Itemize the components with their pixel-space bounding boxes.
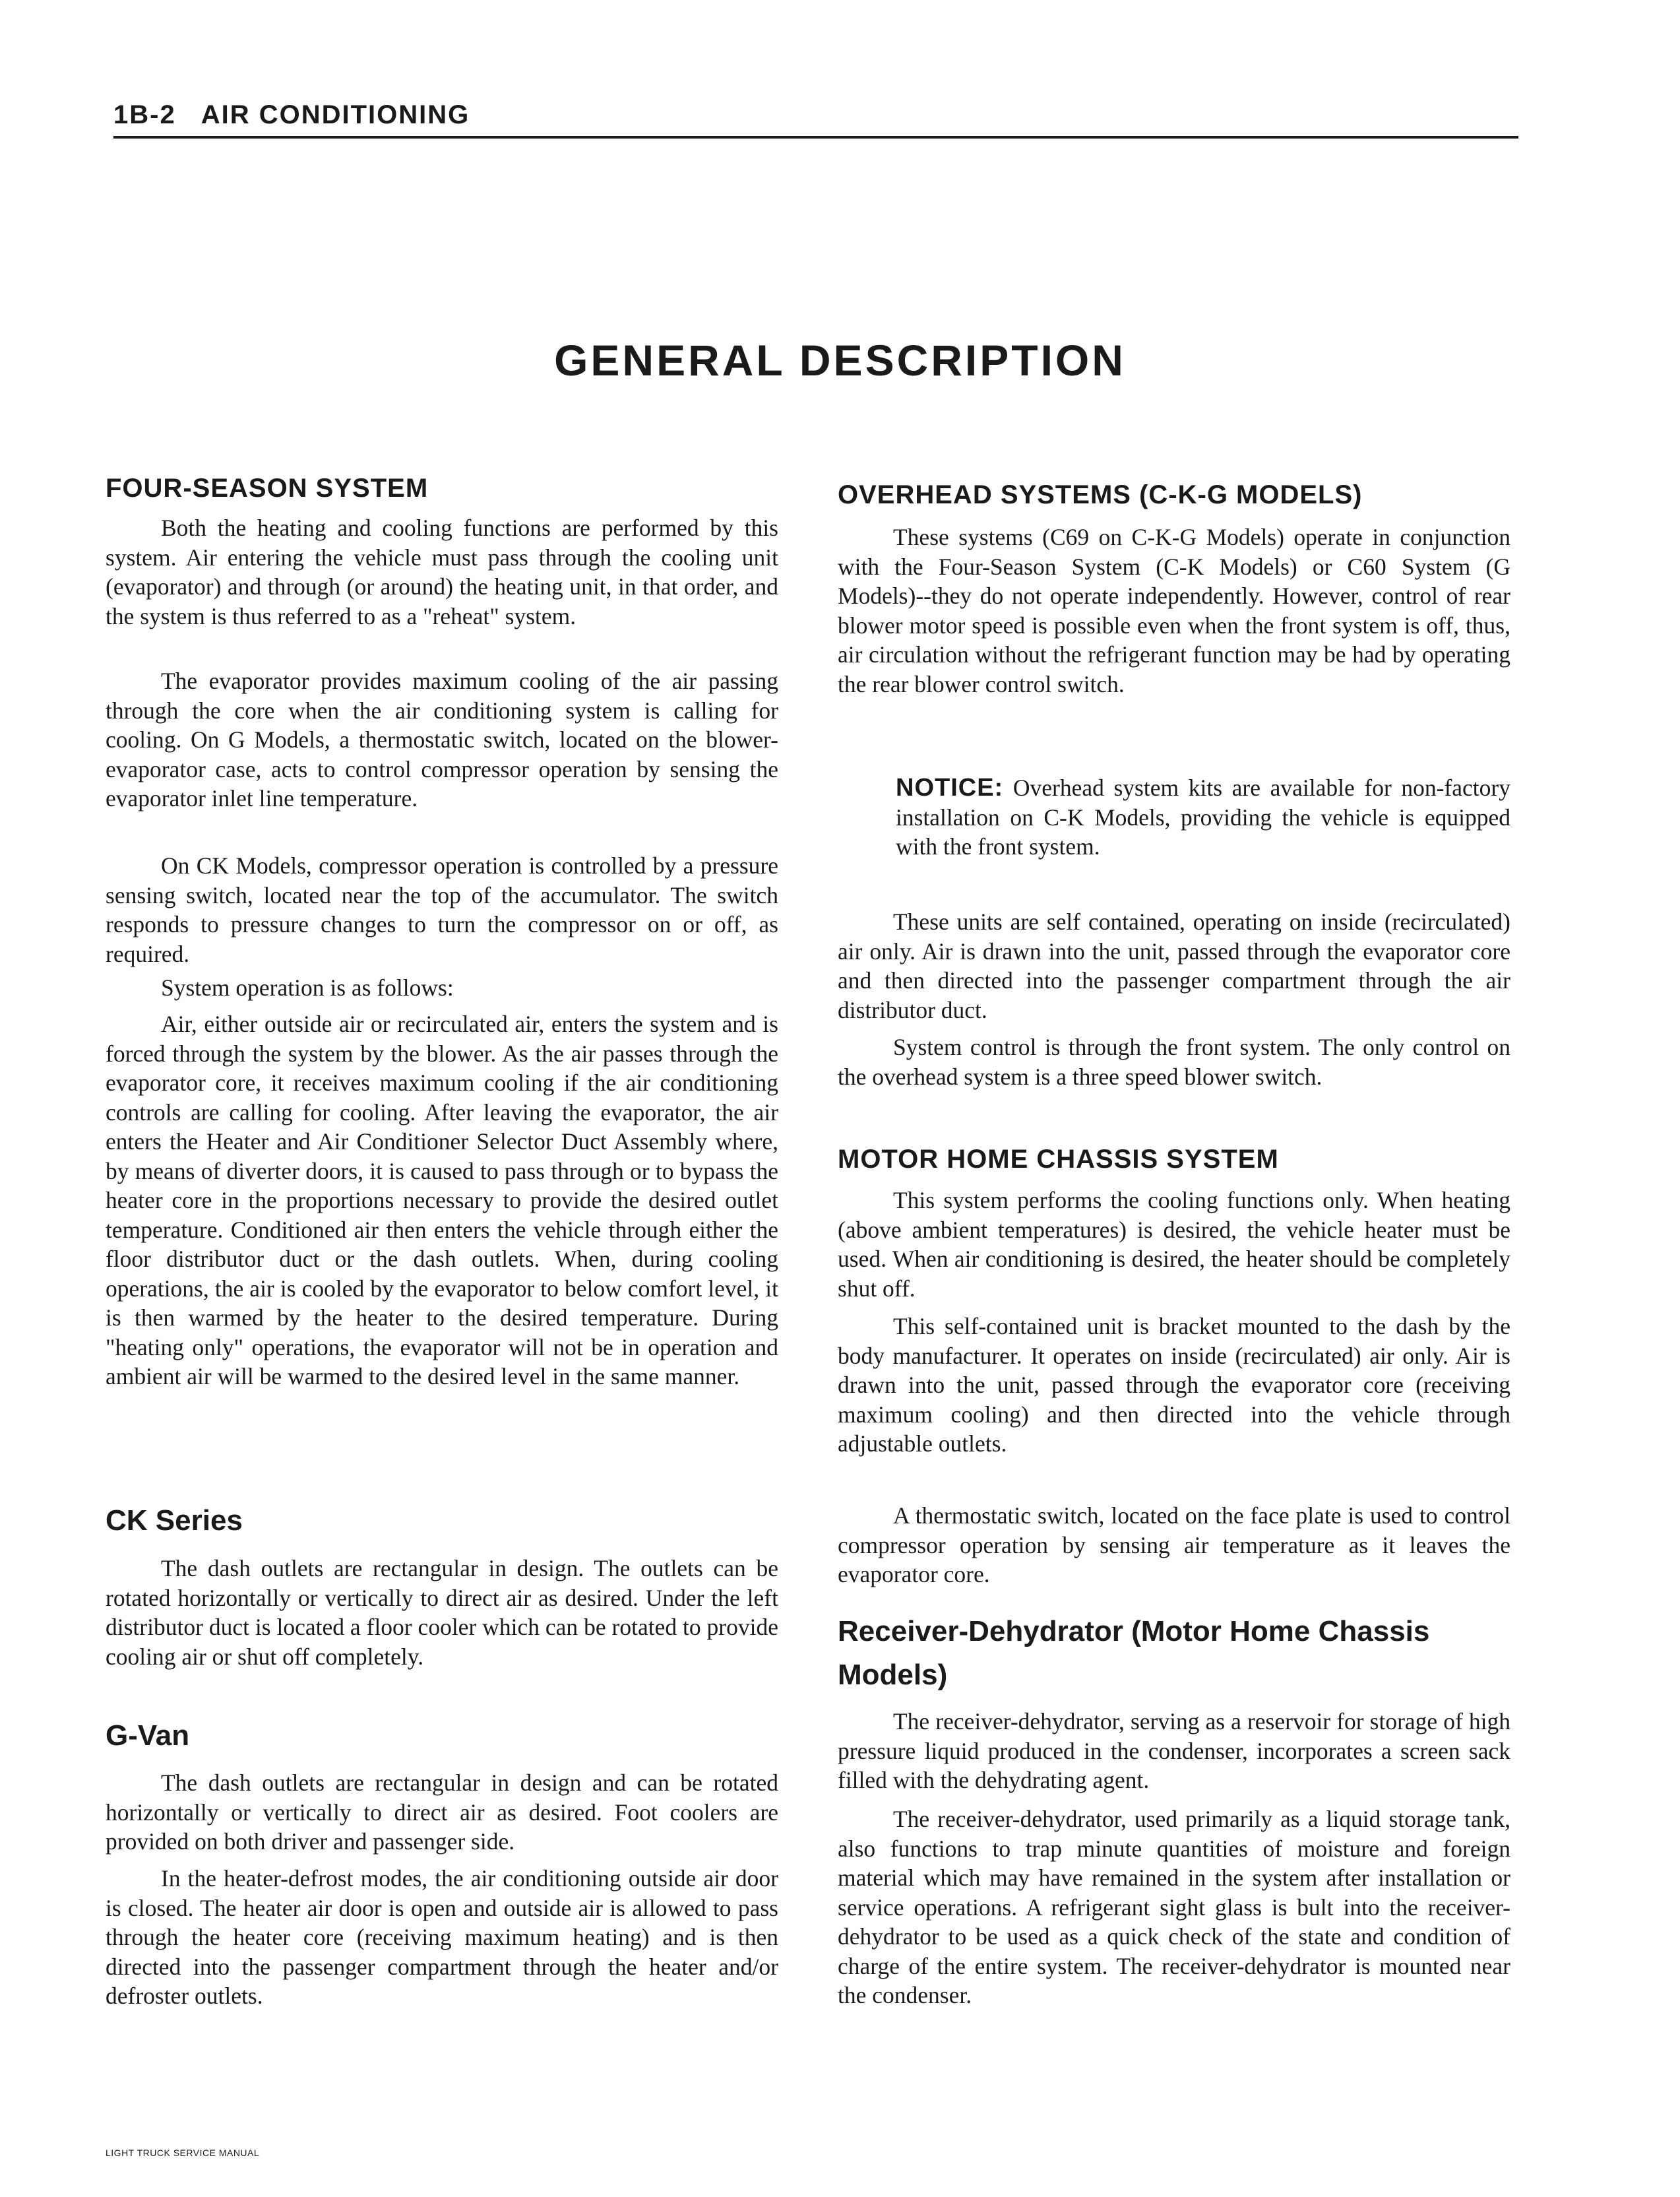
heading-overhead-systems: OVERHEAD SYSTEMS (C-K-G MODELS) [838,480,1363,509]
heading-four-season-system: FOUR-SEASON SYSTEM [106,474,429,503]
paragraph: The evaporator provides maximum cooling of the air passing through the core when the air conditioning system is calling for cooling. On G Models, a thermostatic switch, located on the blower-evaporator case, acts to control compressor operation by sensing the evaporator inlet line temperature. [106,668,778,812]
paragraph: On CK Models, compressor operation is controlled by a pressure sensing switch, located near the top of the accumulator. The switch responds to pressure changes to turn the compressor on or off, as required. [106,852,778,967]
section-title: AIR CONDITIONING [201,100,470,129]
heading-ck-series: CK Series [106,1504,243,1537]
notice-block [896,773,1510,862]
heading-motor-home-chassis-system: MOTOR HOME CHASSIS SYSTEM [838,1145,1279,1174]
paragraph: A thermostatic switch, located on the face plate is used to control compressor operation by sensing air temperature as it leaves the evaporator core. [838,1502,1510,1587]
heading-line: Models) [838,1659,948,1691]
paragraph: These units are self contained, operating on inside (recirculated) air only. Air is drawn into the unit, passed through the evaporator core and then directed into the passenger compartment through the air distributor duct. [838,908,1510,1023]
page-number: 1B-2 [113,100,176,129]
header-text [113,99,1518,131]
paragraph: The receiver-dehydrator, serving as a reservoir for storage of high pressure liquid produced in the condenser, incorporates a screen sack filled with the dehydrating agent. [838,1708,1510,1793]
paragraph: These systems (C69 on C-K-G Models) operate in conjunction with the Four-Season System (C-K Models) or C60 System (G Models)--they do not operate independently. However, control of rear blower motor speed is possible even when the front system is off, thus, air circulation without the refrigerant function may be had by operating the rear blower control switch. [838,524,1510,697]
paragraph: In the heater-defrost modes, the air conditioning outside air door is closed. The heater air door is open and outside air is allowed to pass through the heater core (receiving maximum heating) and is then directed into the passenger compartment through the heater and/or defroster outlets. [106,1865,778,2009]
paragraph: Both the heating and cooling functions are performed by this system. Air entering the vehicle must pass through the cooling unit (evaporator) and through (or around) the heating unit, in that order, and the system is thus referred to as a "reheat" system. [106,515,778,629]
notice-label: NOTICE: [896,774,1004,802]
paragraph: System operation is as follows: [161,974,454,1001]
notice-text: Overhead system kits are available for non-factory installation on C-K Models, providing the vehicle is equipped with the front system. [896,775,1510,860]
page-title: GENERAL DESCRIPTION [554,336,1126,385]
page-footer: LIGHT TRUCK SERVICE MANUAL [106,2148,260,2158]
paragraph: Air, either outside air or recirculated air, enters the system and is forced through the system by the blower. As the air passes through the evaporator core, it receives maximum cooling if the air conditioning controls are calling for cooling. After leaving the evaporator, the air enters the Heater and Air Conditioner Selector Duct Assembly where, by means of diverter doors, it is caused to pass through or to bypass the heater core in the proportions necessary to provide the desired outlet temperature. Conditioned air then enters the vehicle through either the floor distributor duct or the dash outlets. When, during cooling operations, the air is cooled by the evaporator to below comfort level, it is then warmed by the heater to the desired temperature. During "heating only" operations, the evaporator will not be in operation and ambient air will be warmed to the desired level in the same manner. [106,1011,778,1389]
paragraph: The receiver-dehydrator, used primarily as a liquid storage tank, also functions to trap minute quantities of moisture and foreign material which may have remained in the system after installation or service operations. A refrigerant sight glass is bult into the receiver-dehydrator to be used as a quick check of the state and condition of charge of the entire system. The receiver-dehydrator is mounted near the condenser. [838,1806,1510,2008]
header-rule [113,136,1518,139]
paragraph: This self-contained unit is bracket mounted to the dash by the body manufacturer. It operates on inside (recirculated) air only. Air is drawn into the unit, passed through the evaporator core (receiving maximum cooling) and then directed into the vehicle through adjustable outlets. [838,1313,1510,1457]
paragraph: System control is through the front system. The only control on the overhead system is a three speed blower switch. [838,1034,1510,1090]
paragraph: This system performs the cooling functions only. When heating (above ambient temperatures) is desired, the vehicle heater must be used. When air conditioning is desired, the heater should be completely shut off. [838,1187,1510,1302]
heading-g-van: G-Van [106,1719,190,1752]
paragraph: The dash outlets are rectangular in design. The outlets can be rotated horizontally or vertically to direct air as desired. Under the left distributor duct is located a floor cooler which can be rotated to provide cooling air or shut off completely. [106,1555,778,1670]
heading-line: Receiver-Dehydrator (Motor Home Chassis [838,1615,1430,1647]
paragraph: The dash outlets are rectangular in design and can be rotated horizontally or vertically to direct air as desired. Foot coolers are provided on both driver and passenger side. [106,1769,778,1855]
heading-receiver-dehydrator [838,1610,1510,1697]
page-header [113,99,1518,131]
